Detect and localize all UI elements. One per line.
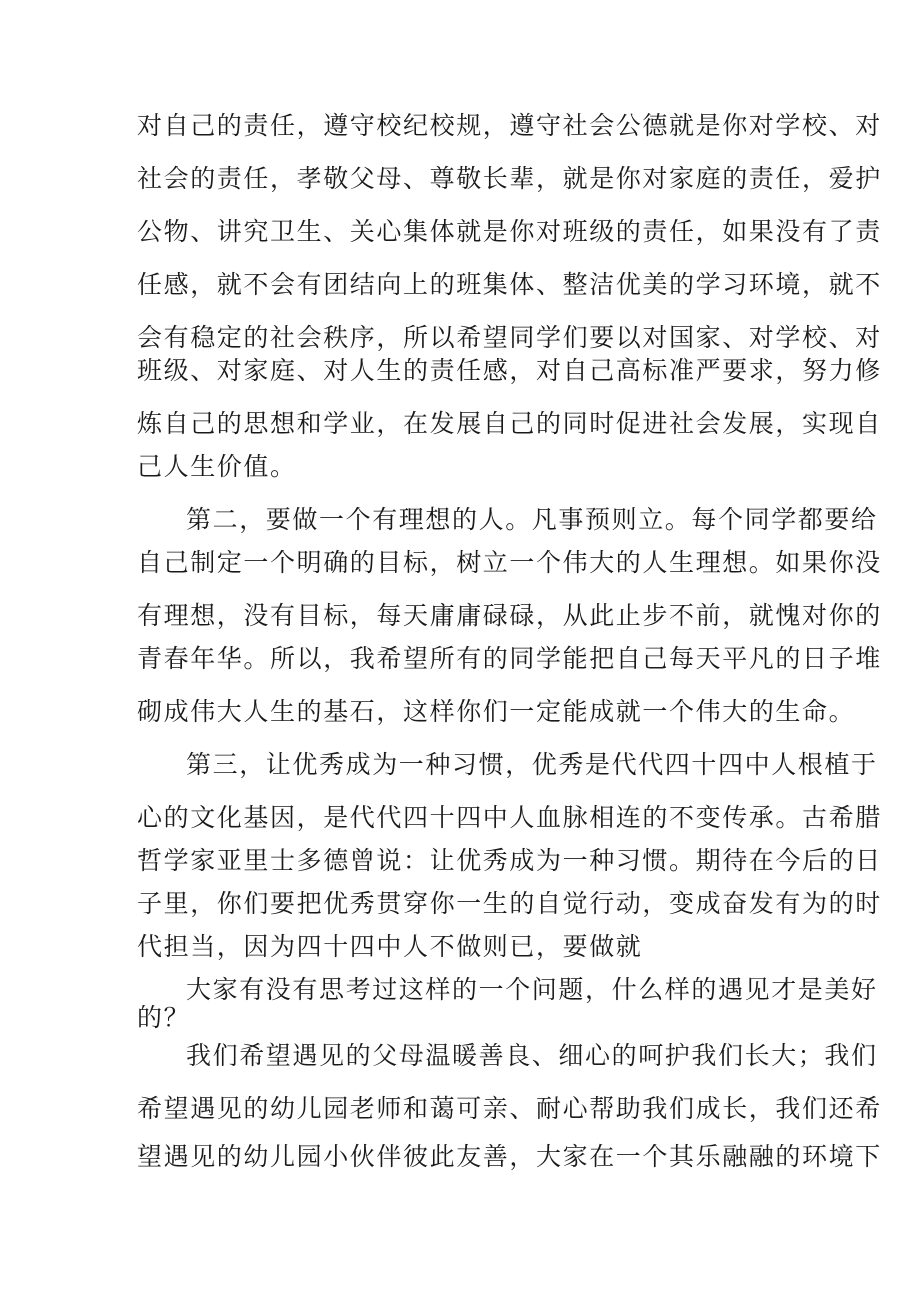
text-line: 哲学家亚里士多德曾说：让优秀成为一种习惯。期待在今后的日	[137, 846, 882, 875]
text-line: 公物、讲究卫生、关心集体就是你对班级的责任，如果没有了责	[137, 217, 882, 246]
text-line: 砌成伟大人生的基石，这样你们一定能成就一个伟大的生命。	[137, 697, 856, 726]
text-line: 自己制定一个明确的目标，树立一个伟大的人生理想。如果你没	[137, 548, 882, 577]
text-line: 大家有没有思考过这样的一个问题，什么样的遇见才是美好	[186, 975, 878, 1004]
text-line: 望遇见的幼儿园小伙伴彼此友善，大家在一个其乐融融的环境下	[137, 1142, 882, 1171]
text-line: 的？	[137, 1003, 191, 1032]
text-line: 炼自己的思想和学业，在发展自己的同时促进社会发展，实现自	[137, 409, 882, 438]
text-line: 心的文化基因，是代代四十四中人血脉相连的不变传承。古希腊	[137, 803, 882, 832]
text-line: 我们希望遇见的父母温暖善良、细心的呵护我们长大；我们	[186, 1041, 878, 1070]
text-line: 班级、对家庭、对人生的责任感，对自己高标准严要求，努力修	[137, 356, 882, 385]
text-line: 子里，你们要把优秀贯穿你一生的自觉行动，变成奋发有为的时	[137, 889, 882, 918]
text-line: 第三，让优秀成为一种习惯，优秀是代代四十四中人根植于	[186, 750, 878, 779]
text-line: 第二，要做一个有理想的人。凡事预则立。每个同学都要给	[186, 505, 878, 534]
text-line: 青春年华。所以，我希望所有的同学能把自己每天平凡的日子堆	[137, 644, 882, 673]
text-line: 任感，就不会有团结向上的班集体、整洁优美的学习环境，就不	[137, 270, 882, 299]
text-line: 代担当，因为四十四中人不做则已，要做就	[137, 932, 643, 961]
text-line: 对自己的责任，遵守校纪校规，遵守社会公德就是你对学校、对	[137, 111, 882, 140]
text-line: 有理想，没有目标，每天庸庸碌碌，从此止步不前，就愧对你的	[137, 601, 882, 630]
text-line: 希望遇见的幼儿园老师和蔼可亲、耐心帮助我们成长，我们还希	[137, 1094, 882, 1123]
text-line: 会有稳定的社会秩序，所以希望同学们要以对国家、对学校、对	[137, 323, 882, 352]
text-line: 己人生价值。	[137, 452, 297, 481]
text-line: 社会的责任，孝敬父母、尊敬长辈，就是你对家庭的责任，爱护	[137, 164, 882, 193]
